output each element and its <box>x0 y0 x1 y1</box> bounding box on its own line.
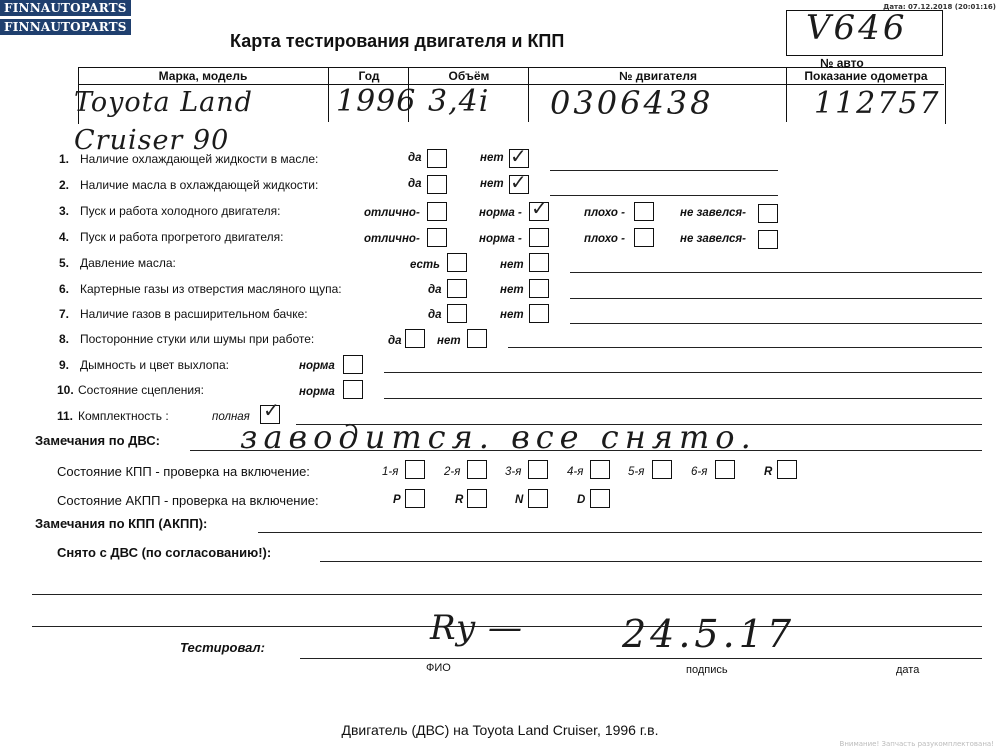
watermark-logo-bottom: FINNAUTOPARTS <box>0 19 131 35</box>
signature-label: подпись <box>686 664 728 676</box>
item-5-present-label: есть <box>410 259 440 271</box>
item-3-excellent-checkbox[interactable] <box>427 202 447 221</box>
auto-number-label: № авто <box>820 56 864 70</box>
fio-label: ФИО <box>426 662 451 674</box>
item-5-number: 5. <box>59 256 70 270</box>
item-2-no-label: нет <box>480 178 504 190</box>
item-4-number: 4. <box>59 230 70 244</box>
item-3-not-started-label: не завелся- <box>680 207 746 219</box>
item-10-number: 10. <box>57 383 74 397</box>
item-2-label: Наличие масла в охлаждающей жидкости: <box>80 178 319 192</box>
item-8-number: 8. <box>59 332 70 346</box>
gear-r-checkbox[interactable] <box>777 460 797 479</box>
remarks-dvs-label: Замечания по ДВС: <box>35 433 160 448</box>
item-3-label: Пуск и работа холодного двигателя: <box>80 204 281 218</box>
item-9-number: 9. <box>59 358 70 372</box>
item-6-yes-label: да <box>428 284 442 296</box>
item-7-yes-checkbox[interactable] <box>447 304 467 323</box>
item-7-no-label: нет <box>500 309 524 321</box>
akpp-d-label: D <box>577 494 586 506</box>
item-6-yes-checkbox[interactable] <box>447 279 467 298</box>
item-3-normal-label: норма - <box>479 207 522 219</box>
item-3-not-started-checkbox[interactable] <box>758 204 778 223</box>
item-4-label: Пуск и работа прогретого двигателя: <box>80 230 284 244</box>
removed-from-dvs-label: Снято с ДВС (по согласованию!): <box>57 545 272 560</box>
remarks-dvs-handwritten: заводится. все снято. <box>240 418 757 456</box>
item-9-normal-label: норма <box>299 360 335 372</box>
item-4-not-started-checkbox[interactable] <box>758 230 778 249</box>
item-6-no-label: нет <box>500 284 524 296</box>
item-8-yes-checkbox[interactable] <box>405 329 425 348</box>
item-7-yes-label: да <box>428 309 442 321</box>
akpp-d-checkbox[interactable] <box>590 489 610 508</box>
item-2-no-checkmark: ✓ <box>510 170 527 194</box>
item-3-excellent-label: отлично- <box>364 207 420 219</box>
item-8-no-checkbox[interactable] <box>467 329 487 348</box>
header-volume: Объём <box>408 68 529 84</box>
item-1-yes-checkbox[interactable] <box>427 149 447 168</box>
tested-by-label: Тестировал: <box>180 640 265 655</box>
item-2-yes-checkbox[interactable] <box>427 175 447 194</box>
item-4-bad-label: плохо - <box>584 233 625 245</box>
remarks-kpp-label: Замечания по КПП (АКПП): <box>35 516 208 531</box>
item-11-complete-label: полная <box>212 411 250 423</box>
gear-2-label: 2-я <box>444 466 461 478</box>
header-year: Год <box>328 68 409 84</box>
image-caption: Двигатель (ДВС) на Toyota Land Cruiser, 1996 г.в. <box>341 722 659 738</box>
kpp-state-label: Состояние КПП - проверка на включение: <box>57 464 310 479</box>
item-5-present-checkbox[interactable] <box>447 253 467 272</box>
gear-r-label: R <box>764 466 773 478</box>
gear-2-checkbox[interactable] <box>467 460 487 479</box>
item-2-number: 2. <box>59 178 70 192</box>
gear-3-checkbox[interactable] <box>528 460 548 479</box>
akpp-n-checkbox[interactable] <box>528 489 548 508</box>
date-stamp: Дата: 07.12.2018 (20:01:16) <box>883 3 996 11</box>
akpp-n-label: N <box>515 494 524 506</box>
handwritten-date: 24.5.17 <box>622 612 796 656</box>
item-8-no-label: нет <box>437 335 461 347</box>
handwritten-odometer: 112757 <box>814 86 941 121</box>
handwritten-volume: 3,4i <box>428 84 490 119</box>
item-5-label: Давление масла: <box>80 256 176 270</box>
item-11-number: 11. <box>57 409 74 423</box>
item-3-bad-label: плохо - <box>584 207 625 219</box>
item-6-label: Картерные газы из отверстия масляного щупа: <box>80 282 342 296</box>
gear-4-checkbox[interactable] <box>590 460 610 479</box>
item-11-complete-checkmark: ✓ <box>263 398 280 422</box>
akpp-p-checkbox[interactable] <box>405 489 425 508</box>
handwritten-engine-no: 0306438 <box>550 84 714 122</box>
watermark-logo-top: FINNAUTOPARTS <box>0 0 131 16</box>
header-engine-no: № двигателя <box>528 68 787 84</box>
item-1-label: Наличие охлаждающей жидкости в масле: <box>80 152 319 166</box>
item-2-yes-label: да <box>408 178 422 190</box>
item-7-label: Наличие газов в расширительном бачке: <box>80 307 308 321</box>
gear-1-checkbox[interactable] <box>405 460 425 479</box>
gear-5-label: 5-я <box>628 466 645 478</box>
header-make: Марка, модель <box>158 69 248 83</box>
item-4-excellent-checkbox[interactable] <box>427 228 447 247</box>
item-6-no-checkbox[interactable] <box>529 279 549 298</box>
item-3-bad-checkbox[interactable] <box>634 202 654 221</box>
item-5-no-label: нет <box>500 259 524 271</box>
item-4-not-started-label: не завелся- <box>680 233 746 245</box>
gear-6-label: 6-я <box>691 466 708 478</box>
item-8-yes-label: да <box>388 335 402 347</box>
handwritten-year: 1996 <box>336 84 417 119</box>
gear-1-label: 1-я <box>382 466 399 478</box>
akpp-p-label: P <box>393 494 401 506</box>
notice-stamp: Внимание! Запчасть разукомплектована! <box>839 740 994 748</box>
item-5-no-checkbox[interactable] <box>529 253 549 272</box>
item-3-normal-checkmark: ✓ <box>531 196 548 220</box>
item-1-yes-label: да <box>408 152 422 164</box>
handwritten-make-model: Toyota Land Cruiser 90 <box>74 87 253 156</box>
item-6-number: 6. <box>59 282 70 296</box>
gear-6-checkbox[interactable] <box>715 460 735 479</box>
handwritten-signature: Ry — <box>430 608 524 648</box>
akpp-r-checkbox[interactable] <box>467 489 487 508</box>
item-7-no-checkbox[interactable] <box>529 304 549 323</box>
item-11-label: Комплектность : <box>78 409 169 423</box>
header-odometer: Показание одометра <box>786 68 945 84</box>
item-1-number: 1. <box>59 152 70 166</box>
form-title: Карта тестирования двигателя и КПП <box>230 31 565 51</box>
item-10-normal-checkbox[interactable] <box>343 380 363 399</box>
akpp-state-label: Состояние АКПП - проверка на включение: <box>57 493 319 508</box>
item-4-bad-checkbox[interactable] <box>634 228 654 247</box>
akpp-r-label: R <box>455 494 464 506</box>
gear-4-label: 4-я <box>567 466 584 478</box>
gear-3-label: 3-я <box>505 466 522 478</box>
item-4-excellent-label: отлично- <box>364 233 420 245</box>
auto-number-handwritten: V646 <box>806 8 908 48</box>
item-7-number: 7. <box>59 307 70 321</box>
item-10-normal-label: норма <box>299 386 335 398</box>
item-3-number: 3. <box>59 204 70 218</box>
date-label: дата <box>896 664 920 676</box>
item-9-normal-checkbox[interactable] <box>343 355 363 374</box>
item-8-label: Посторонние стуки или шумы при работе: <box>80 332 315 346</box>
item-4-normal-checkbox[interactable] <box>529 228 549 247</box>
item-4-normal-label: норма - <box>479 233 522 245</box>
item-10-label: Состояние сцепления: <box>78 383 204 397</box>
item-1-no-label: нет <box>480 152 504 164</box>
gear-5-checkbox[interactable] <box>652 460 672 479</box>
item-1-no-checkmark: ✓ <box>510 144 527 168</box>
item-9-label: Дымность и цвет выхлопа: <box>80 358 229 372</box>
